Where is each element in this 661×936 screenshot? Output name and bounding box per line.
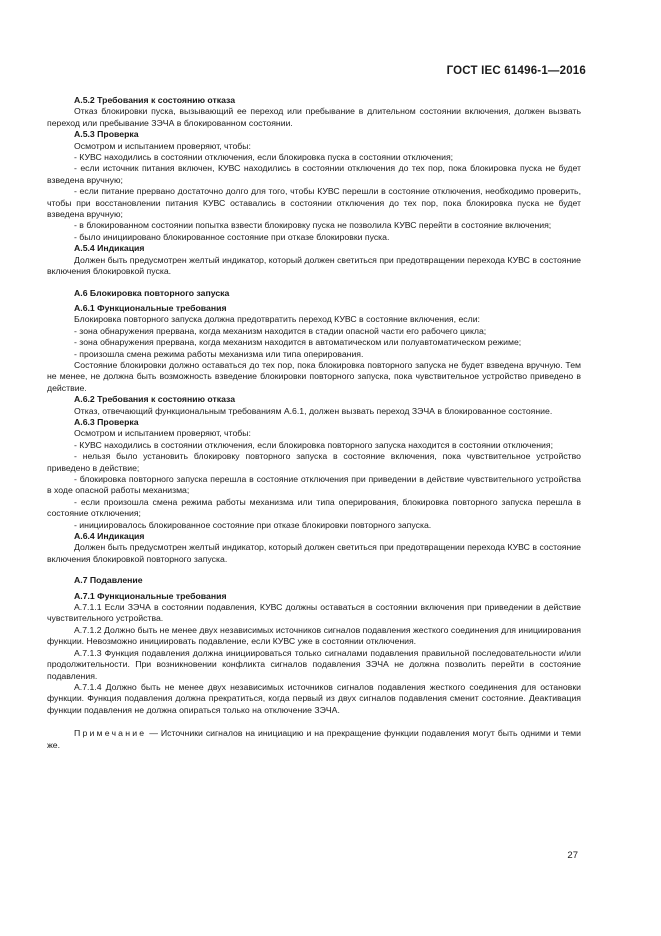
paragraph: Должен быть предусмотрен желтый индикатор, который должен светиться при предотвращении перехода КУВС в состояние включения блокировкой повторного запуска. — [47, 542, 581, 564]
note-text: — Источники сигналов на инициацию и на прекращение функции подавления могут быть одними и теми же. — [47, 728, 581, 750]
list-item: - зона обнаружения прервана, когда механизм находится в автоматическом или полуавтоматическом режиме; — [74, 337, 522, 348]
section-a61-title: А.6.1 Функциональные требования — [74, 302, 227, 313]
list-item: - инициировалось блокированное состояние при отказе блокировки повторного запуска. — [74, 519, 432, 530]
paragraph: Осмотром и испытанием проверяют, чтобы: — [74, 140, 251, 151]
paragraph: Осмотром и испытанием проверяют, чтобы: — [74, 428, 251, 439]
section-a52-title: А.5.2 Требования к состоянию отказа — [74, 95, 236, 105]
list-item: - произошла смена режима работы механизма или типа оперирования. — [74, 348, 364, 359]
page-number: 27 — [567, 850, 578, 861]
section-a71-title: А.7.1 Функциональные требования — [74, 590, 227, 601]
section-a62-title: А.6.2 Требования к состоянию отказа — [74, 394, 236, 405]
section-a54-title: А.5.4 Индикация — [74, 243, 145, 254]
list-item: - блокировка повторного запуска перешла в состояние отключения при приведении в действие чувствительного устройства в ходе опасной работы механизма; — [47, 474, 581, 496]
note-label: Примечание — [74, 728, 147, 739]
paragraph: Состояние блокировки должно оставаться до тех пор, пока блокировка повторного запуска не будет взведена вручную. Тем не менее, не должна быть возможность взведение блокировки повторного запуска, пока чувствительное устройство приведено в действие. — [47, 359, 581, 393]
list-item: - зона обнаружения прервана, когда механизм находится в стадии опасной части его рабочего цикла; — [74, 325, 487, 336]
paragraph: А.7.1.4 Должно быть не менее двух независимых источников сигналов подавления жесткого соединения для остановки функции. Функция подавления должна прекратиться, когда первый из двух сигналов подавления сменит состояние. Деактивация функции подавления не должна опираться только на отключение ЗЭЧА. — [47, 681, 581, 715]
list-item: - КУВС находились в состоянии отключения, если блокировка пуска в состоянии отключения; — [74, 152, 454, 163]
section-a53-title: А.5.3 Проверка — [74, 129, 139, 140]
section-a6-title: А.6 Блокировка повторного запуска — [74, 287, 230, 298]
list-item: - если источник питания включен, КУВС находились в состоянии отключения до тех пор, пока блокировка пуска не будет взведена вручную; — [47, 163, 581, 185]
note — [47, 728, 581, 751]
section-a63-title: А.6.3 Проверка — [74, 416, 139, 427]
list-item: - в блокированном состоянии попытка взвести блокировку пуска не позволила КУВС перейти в состояние включения; — [74, 220, 552, 231]
list-item: - если произошла смена режима работы механизма или типа оперирования, блокировка повторного запуска перешла в состояние отключения; — [47, 496, 581, 519]
paragraph: Должен быть предусмотрен желтый индикатор, который должен светиться при предотвращении перехода КУВС в состояние включения блокировкой пуска. — [47, 254, 581, 277]
page-content — [47, 95, 581, 751]
list-item: - если питание прервано достаточно долго для того, чтобы КУВС перешли в состояние отключения, необходимо проверить, чтобы при восстановлении питания КУВС оставались в состоянии отключения до тех пор, пока блокировка пуска не будет взведена вручную; — [47, 186, 581, 220]
list-item: - КУВС находились в состоянии отключения, если блокировка повторного запуска находится в состоянии отключения; — [74, 439, 554, 450]
paragraph: А.7.1.1 Если ЗЭЧА в состоянии подавления, КУВС должны оставаться в состоянии включения при приведении в действие чувствительного устройства. — [47, 602, 581, 624]
standard-header: ГОСТ IEC 61496-1—2016 — [446, 65, 586, 77]
list-item: - было инициировано блокированное состояние при отказе блокировки пуска. — [74, 231, 390, 242]
paragraph: А.7.1.2 Должно быть не менее двух независимых источников сигналов подавления жесткого соединения для инициирования функции. Невозможно инициировать подавление, если КУВС уже в состоянии отключения. — [47, 624, 581, 647]
paragraph: Блокировка повторного запуска должна предотвратить переход КУВС в состояние включения, если: — [74, 314, 480, 325]
paragraph: А.7.1.3 Функция подавления должна инициироваться только сигналами подавления правильной последовательности и/или продолжительности. При возникновении конфликта сигналов подавления ЗЭЧА не должна позволить перейти в состояние подавления. — [47, 647, 581, 681]
paragraph: Отказ, отвечающий функциональным требованиям А.6.1, должен вызвать переход ЗЭЧА в блокированное состояние. — [74, 405, 553, 416]
section-a64-title: А.6.4 Индикация — [74, 531, 145, 542]
section-a7-title: А.7 Подавление — [74, 575, 143, 586]
paragraph: Отказ блокировки пуска, вызывающий ее переход или пребывание в длительном состоянии включения, должен вызвать переход или пребывание ЗЭЧА в блокированном состоянии. — [47, 106, 581, 128]
list-item: - нельзя было установить блокировку повторного запуска в состояние включения, пока чувствительное устройство приведено в действие; — [47, 451, 581, 473]
